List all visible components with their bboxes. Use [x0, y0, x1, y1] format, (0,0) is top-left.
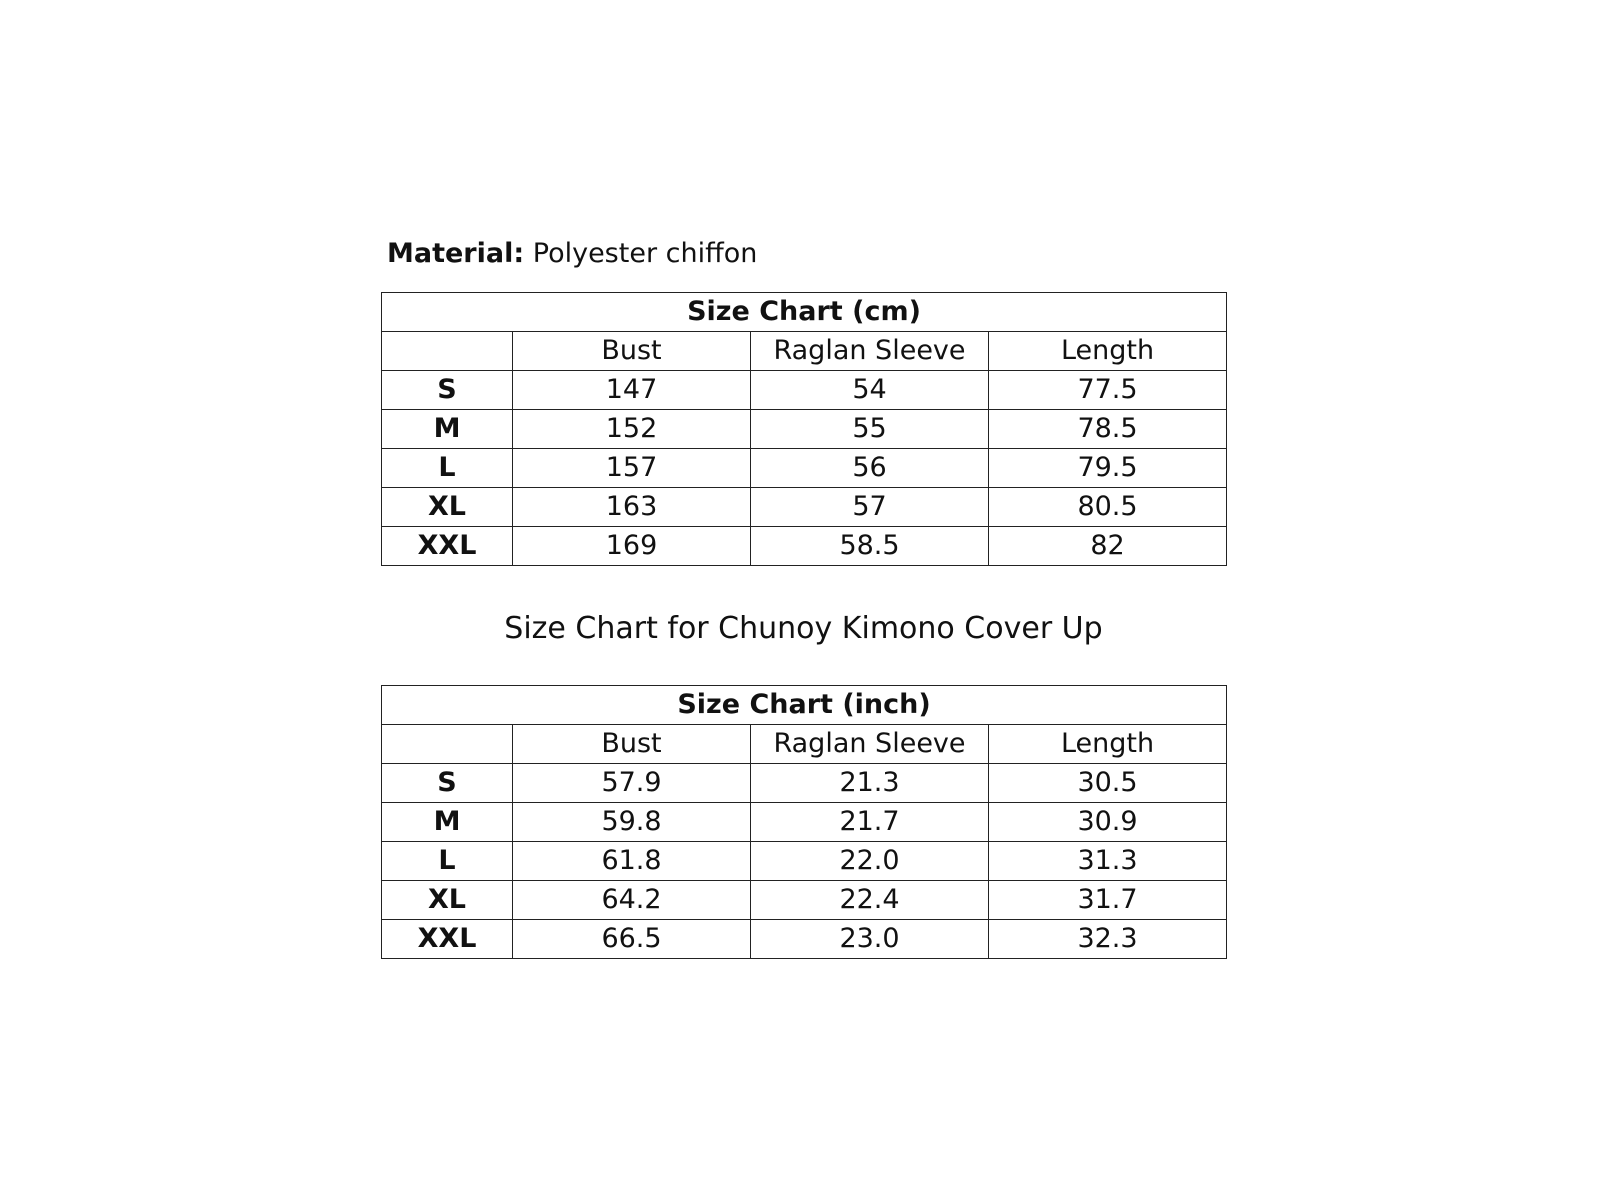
table-title-row — [382, 686, 1227, 725]
bust-cell: 157 — [513, 449, 751, 488]
table-row — [382, 764, 1227, 803]
length-cell: 30.5 — [989, 764, 1227, 803]
table-row — [382, 449, 1227, 488]
header-cell-empty — [382, 725, 513, 764]
material-line — [387, 236, 757, 272]
table-row — [382, 842, 1227, 881]
length-cell: 32.3 — [989, 920, 1227, 959]
table-row — [382, 803, 1227, 842]
size-cell: XXL — [382, 920, 513, 959]
table-row — [382, 881, 1227, 920]
sleeve-cell: 58.5 — [751, 527, 989, 566]
length-cell: 77.5 — [989, 371, 1227, 410]
header-cell-length: Length — [989, 332, 1227, 371]
sleeve-cell: 54 — [751, 371, 989, 410]
size-cell: S — [382, 371, 513, 410]
sleeve-cell: 21.7 — [751, 803, 989, 842]
material-value: Polyester chiffon — [532, 238, 758, 269]
length-cell: 31.3 — [989, 842, 1227, 881]
length-cell: 31.7 — [989, 881, 1227, 920]
size-chart-cm-table — [381, 292, 1227, 566]
bust-cell: 169 — [513, 527, 751, 566]
header-cell-length: Length — [989, 725, 1227, 764]
size-chart-caption: Size Chart for Chunoy Kimono Cover Up — [504, 611, 1103, 646]
sleeve-cell: 22.4 — [751, 881, 989, 920]
sleeve-cell: 55 — [751, 410, 989, 449]
size-cell: XXL — [382, 527, 513, 566]
length-cell: 82 — [989, 527, 1227, 566]
table-title: Size Chart (inch) — [382, 686, 1227, 725]
bust-cell: 152 — [513, 410, 751, 449]
header-cell-raglan-sleeve: Raglan Sleeve — [751, 332, 989, 371]
sleeve-cell: 22.0 — [751, 842, 989, 881]
sleeve-cell: 57 — [751, 488, 989, 527]
header-cell-empty — [382, 332, 513, 371]
bust-cell: 64.2 — [513, 881, 751, 920]
size-cell: L — [382, 842, 513, 881]
table-row — [382, 410, 1227, 449]
header-cell-raglan-sleeve: Raglan Sleeve — [751, 725, 989, 764]
sleeve-cell: 21.3 — [751, 764, 989, 803]
length-cell: 79.5 — [989, 449, 1227, 488]
size-cell: L — [382, 449, 513, 488]
length-cell: 80.5 — [989, 488, 1227, 527]
size-cell: S — [382, 764, 513, 803]
sleeve-cell: 23.0 — [751, 920, 989, 959]
table-row — [382, 920, 1227, 959]
bust-cell: 66.5 — [513, 920, 751, 959]
table-row — [382, 488, 1227, 527]
table-header-row — [382, 332, 1227, 371]
size-cell: XL — [382, 488, 513, 527]
size-cell: M — [382, 803, 513, 842]
size-cell: M — [382, 410, 513, 449]
bust-cell: 59.8 — [513, 803, 751, 842]
bust-cell: 147 — [513, 371, 751, 410]
size-cell: XL — [382, 881, 513, 920]
table-row — [382, 371, 1227, 410]
sleeve-cell: 56 — [751, 449, 989, 488]
length-cell: 78.5 — [989, 410, 1227, 449]
table-title: Size Chart (cm) — [382, 293, 1227, 332]
table-title-row — [382, 293, 1227, 332]
bust-cell: 57.9 — [513, 764, 751, 803]
header-cell-bust: Bust — [513, 332, 751, 371]
length-cell: 30.9 — [989, 803, 1227, 842]
table-row — [382, 527, 1227, 566]
material-label: Material: — [387, 238, 525, 269]
header-cell-bust: Bust — [513, 725, 751, 764]
bust-cell: 61.8 — [513, 842, 751, 881]
size-chart-inch-table — [381, 685, 1227, 959]
table-header-row — [382, 725, 1227, 764]
bust-cell: 163 — [513, 488, 751, 527]
